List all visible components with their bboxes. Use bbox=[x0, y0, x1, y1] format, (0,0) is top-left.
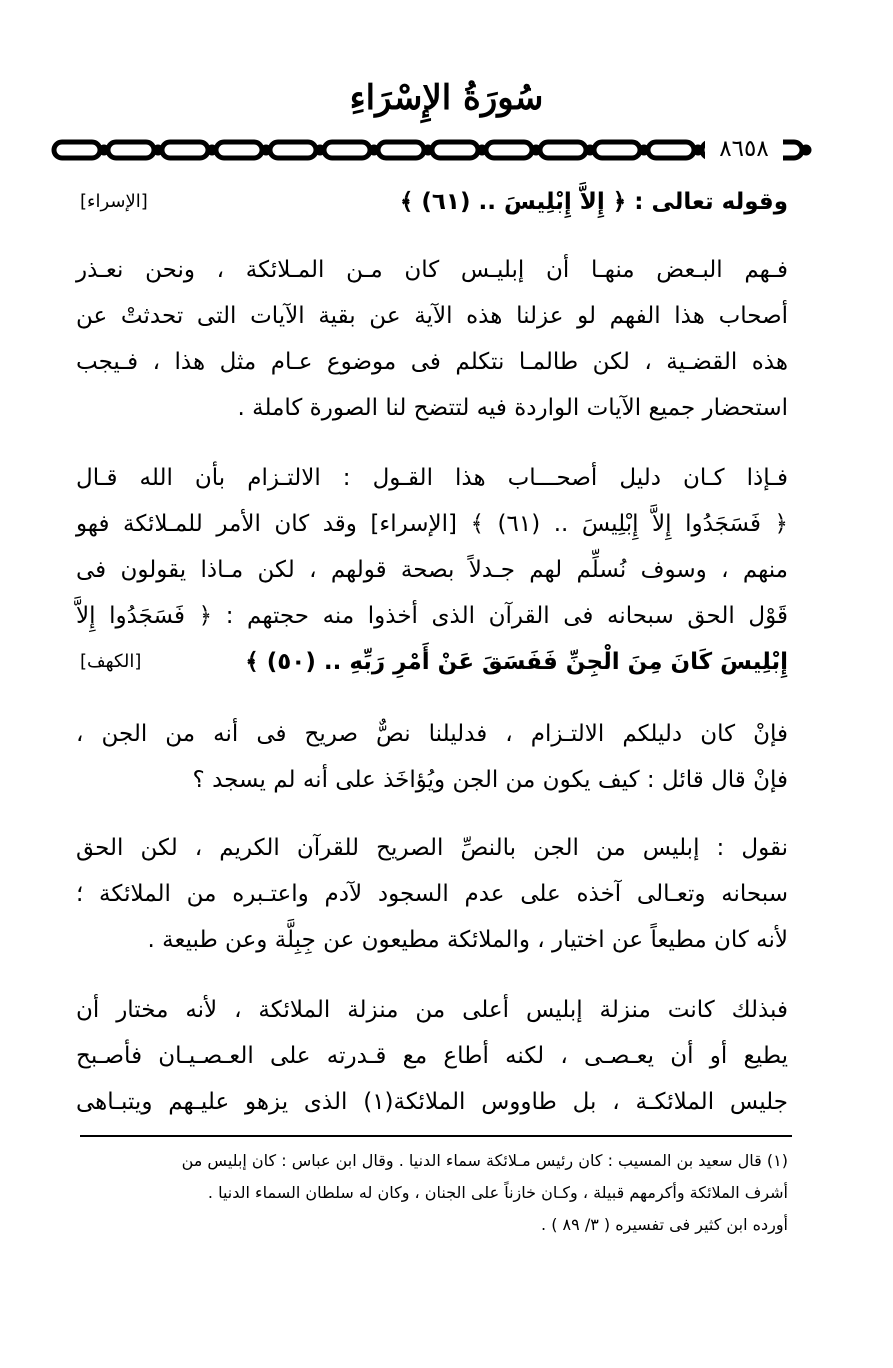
paragraph-2-line-3: منهم ، وسوف نُسلِّم لهم جـدلاً بصحة قولهم ، لكن مـاذا يقولون فى bbox=[76, 557, 788, 583]
verse-intro: وقوله تعالى : ﴿ إِلاَّ إِبْلِيسَ .. (٦١) ﴾ bbox=[399, 189, 788, 215]
paragraph-1-line-2: أصحاب هذا الفهم لو عزلنا هذه الآية عن بقية الآيات التى تحدثتْ عن bbox=[76, 303, 788, 329]
footnote-line-1: (١) قال سعيد بن المسيب : كان رئيس مـلائكة سماء الدنيا . وقال ابن عباس : كان إبليس من bbox=[181, 1151, 788, 1170]
paragraph-2-line-1: فـإذا كـان دليل أصحـــاب هذا القـول : الالتـزام بأن الله قـال bbox=[76, 465, 788, 491]
paragraph-1-line-3: هذه القضـية ، لكن طالمـا نتكلم فى موضوع عـام مثل هذا ، فـيجب bbox=[76, 349, 788, 375]
footnote-line-3: أورده ابن كثير فى تفسيره ( ٣/ ٨٩ ) . bbox=[541, 1215, 788, 1234]
paragraph-3-line-2: فإنْ قال قائل : كيف يكون من الجن ويُؤاخَذ على أنه لم يسجد ؟ bbox=[192, 767, 788, 793]
paragraph-5-line-1: فبذلك كانت منزلة إبليس أعلى من منزلة الملائكة ، لأنه مختار أن bbox=[76, 997, 788, 1023]
paragraph-2-line-5: إِبْلِيسَ كَانَ مِنَ الْجِنِّ فَفَسَقَ عَنْ أَمْرِ رَبِّهِ .. (٥٠) ﴾ bbox=[245, 649, 788, 675]
paragraph-3-line-1: فإنْ كان دليلكم الالتـزام ، فدليلنا نصٌّ صريح فى أنه من الجن ، bbox=[76, 721, 788, 747]
surah-title: سُورَةُ الإِسْرَاءِ bbox=[349, 78, 544, 118]
paragraph-4-line-3: لأنه كان مطيعاً عن اختيار ، والملائكة مطيعون عن جِبِلَّة وعن طبيعة . bbox=[147, 927, 788, 953]
paragraph-2-line-2: ﴿ فَسَجَدُوا إِلاَّ إِبْلِيسَ .. (٦١) ﴾ [الإسراء] وقد كان الأمر للمـلائكة فهو bbox=[76, 511, 788, 537]
paragraph-4-line-2: سبحانه وتعـالى آخذه على عدم السجود لآدم واعتـبره من الملائكة ؛ bbox=[76, 881, 788, 907]
paragraph-1-line-4: استحضار جميع الآيات الواردة فيه لتتضح لنا الصورة كاملة . bbox=[237, 395, 788, 421]
paragraph-4-line-1: نقول : إبليس من الجن بالنصِّ الصريح للقرآن الكريم ، لكن الحق bbox=[76, 835, 788, 861]
paragraph-5-line-3: جليس الملائكـة ، بل طاووس الملائكة(١) الذى يزهو عليـهم ويتبـاهى bbox=[76, 1089, 788, 1115]
paragraph-2-ref: [الكهف] bbox=[80, 651, 142, 672]
paragraph-5-line-2: يطيع أو أن يعـصـى ، لكنه أطاع مع قـدرته على العـصـيـان فأصـبح bbox=[76, 1043, 788, 1069]
verse-intro-ref: [الإسراء] bbox=[80, 191, 148, 212]
footnote-divider bbox=[80, 1135, 792, 1137]
footnote-line-2: أشرف الملائكة وأكرمهم قبيلة ، وكـان خازناً على الجنان ، وكان له سلطان السماء الدنيا . bbox=[207, 1183, 788, 1202]
paragraph-2-line-4: قَوْل الحق سبحانه فى القرآن الذى أخذوا منه حجتهم : ﴿ فَسَجَدُوا إِلاَّ bbox=[76, 603, 788, 629]
page-number: ٨٦٥٨ bbox=[705, 136, 783, 162]
paragraph-1-line-1: فـهم البـعض منهـا أن إبليـس كان مـن المـلائكة ، ونحن نعـذر bbox=[76, 257, 788, 283]
